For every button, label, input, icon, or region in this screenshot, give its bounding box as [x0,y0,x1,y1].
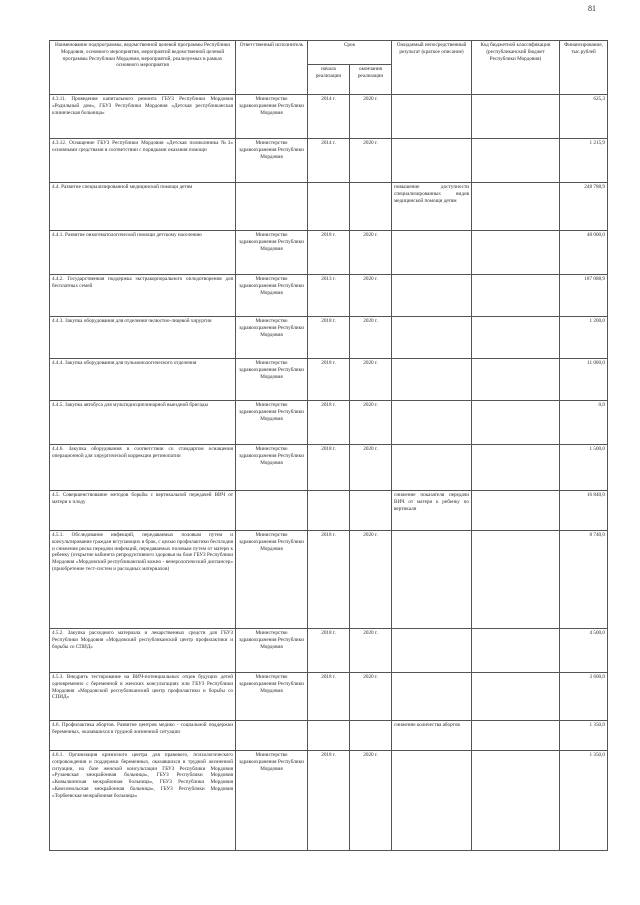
cell-start: 2013 г. [308,275,350,317]
header-name: Наименование подпрограммы, ведомственной целевой программы Республики Мордовия, основного мероприятия, мероприятий ведомственной целевой программы Республики Мордовия, мероприятий, реализуемых в рамках основного мероприятия [50,41,236,95]
cell-result: снижение количества абортов [392,721,472,751]
table-header [50,41,608,95]
cell-executor: Министерство здравоохранения Республики Мордовия [236,139,308,183]
table-row [50,183,608,231]
cell-end [350,183,392,231]
cell-end [350,721,392,751]
cell-executor: Министерство здравоохранения Республики Мордовия [236,751,308,851]
cell-result [392,673,472,721]
cell-start: 2018 г. [308,751,350,851]
header-result: Ожидаемый непосредственный результат (краткое описание) [392,41,472,95]
cell-executor: Министерство здравоохранения Республики Мордовия [236,629,308,673]
cell-financing: 1 215,9 [560,139,608,183]
cell-end: 2020 г. [350,673,392,721]
cell-kbk [472,231,560,275]
table-row [50,751,608,851]
cell-executor: Министерство здравоохранения Республики Мордовия [236,445,308,491]
cell-name: 4.5.2. Закупка расходного материала и лекарственных средств для ГБУЗ Республики Мордовия «Мордовский республиканский центр профилактики и борьбы со СПИД» [50,629,236,673]
cell-end: 2020 г. [350,317,392,359]
table-row [50,401,608,445]
cell-end: 2020 г. [350,139,392,183]
cell-name: 4.4.3. Закупка оборудования для отделения челюстно-лицевой хирургии [50,317,236,359]
page-number: 81 [588,4,596,13]
header-kbk: Код бюджетной классификации (республиканский бюджет Республики Мордовия) [472,41,560,95]
cell-end: 2020 г. [350,359,392,401]
cell-start: 2018 г. [308,629,350,673]
cell-kbk [472,183,560,231]
cell-result [392,531,472,629]
cell-kbk [472,275,560,317]
cell-name: 4.3.11. Проведение капитального ремонта ГБУЗ Республики Мордовия «Родильный дом», ГБУЗ Республики Мордовия «Детская республиканская клиническая больница» [50,95,236,139]
cell-name: 4.3.12. Оснащение ГБУЗ Республики Мордовия «Детская поликлиника №3» основными средствами в соответствии с порядками оказания помощи [50,139,236,183]
table-row [50,445,608,491]
cell-financing: 16 840,0 [560,491,608,531]
cell-executor: Министерство здравоохранения Республики Мордовия [236,95,308,139]
table-row [50,629,608,673]
cell-end: 2020 г. [350,401,392,445]
cell-result: снижение показателя передачи ВИЧ от матери к ребенку по вертикали [392,491,472,531]
cell-executor: Министерство здравоохранения Республики Мордовия [236,317,308,359]
cell-end [350,491,392,531]
cell-executor [236,721,308,751]
table-row [50,139,608,183]
cell-result: повышение доступности специализированных видов медицинской помощи детям [392,183,472,231]
cell-end: 2020 г. [350,95,392,139]
cell-end: 2020 г. [350,445,392,491]
cell-kbk [472,673,560,721]
header-term-start: начала реализации [308,65,350,95]
header-financing: Финансирование, тыс.рублей [560,41,608,95]
cell-financing: 0,0 [560,401,608,445]
cell-financing: 625,3 [560,95,608,139]
cell-kbk [472,629,560,673]
cell-kbk [472,721,560,751]
cell-end: 2020 г. [350,629,392,673]
cell-executor [236,491,308,531]
cell-name: 4.5.3. Внедрить тестирование на ВИЧ-потенциальных отцов будущих детей одновременно с беременной в женских консультациях или ГБУЗ Республики Мордовия «Мордовский республиканский центр профилактики и борьбы со СПИД» [50,673,236,721]
header-term-end: окончания реализации [350,65,392,95]
cell-kbk [472,139,560,183]
cell-kbk [472,317,560,359]
cell-financing: 11 000,0 [560,359,608,401]
cell-result [392,401,472,445]
table-row [50,721,608,751]
cell-executor: Министерство здравоохранения Республики Мордовия [236,401,308,445]
table-row [50,231,608,275]
cell-result [392,359,472,401]
cell-kbk [472,401,560,445]
table-row [50,359,608,401]
cell-start: 2018 г. [308,445,350,491]
cell-name: 4.4. Развитие специализированной медицинской помощи детям [50,183,236,231]
cell-end: 2020 г. [350,751,392,851]
program-table [49,40,608,851]
cell-financing: 3 600,0 [560,673,608,721]
cell-name: 4.4.1. Развитие онкогематологической помощи детскому населению [50,231,236,275]
cell-start: 2014 г. [308,139,350,183]
header-executor: Ответственный исполнитель [236,41,308,95]
cell-name: 4.5.1. Обследование инфекций, передаваемых половым путем и консультирование граждан вступающих в брак, с целью профилактики бесплодия и снижения риска передачи инфекций, передаваемых половым путем от матери к ребенку (открытие кабинета репродуктивного здоровья на базе ГБУЗ Республики Мордовия «Мордовский республиканский кожно - венерологический диспансер» (приобретение тест-систем и расходных материалов) [50,531,236,629]
cell-result [392,231,472,275]
cell-financing: 248 788,9 [560,183,608,231]
table-row [50,275,608,317]
cell-kbk [472,95,560,139]
cell-executor: Министерство здравоохранения Республики Мордовия [236,231,308,275]
cell-name: 4.5. Совершенствование методов борьбы с вертикальной передачей ВИЧ от матери к плоду [50,491,236,531]
cell-result [392,445,472,491]
cell-executor: Министерство здравоохранения Республики Мордовия [236,673,308,721]
cell-name: 4.6. Профилактика абортов. Развитие центров медико - социальной поддержки беременных, оказавшихся в трудной жизненной ситуации [50,721,236,751]
cell-financing: 8 740,0 [560,531,608,629]
table-row [50,531,608,629]
cell-kbk [472,491,560,531]
cell-result [392,275,472,317]
cell-financing: 187 088,9 [560,275,608,317]
cell-financing: 4 500,0 [560,629,608,673]
cell-executor: Министерство здравоохранения Республики Мордовия [236,275,308,317]
cell-financing: 1 200,0 [560,317,608,359]
cell-result [392,317,472,359]
cell-start: 2018 г. [308,317,350,359]
table-row [50,95,608,139]
cell-name: 4.4.5. Закупка автобуса для мультидисциплинарной выездной бригады [50,401,236,445]
cell-start [308,721,350,751]
table-row [50,673,608,721]
cell-name: 4.4.4. Закупка оборудования для пульмонологического отделения [50,359,236,401]
cell-financing: 1 500,0 [560,445,608,491]
header-term: Срок [308,41,392,65]
cell-result [392,629,472,673]
cell-name: 4.4.6. Закупка оборудования в соответствии со стандартом оснащения операционной для хирургической коррекции ретинопатии [50,445,236,491]
cell-financing: 48 000,0 [560,231,608,275]
table-body [50,95,608,851]
cell-end: 2020 г. [350,531,392,629]
cell-financing: 1 350,0 [560,751,608,851]
cell-kbk [472,751,560,851]
cell-result [392,95,472,139]
cell-kbk [472,531,560,629]
cell-executor: Министерство здравоохранения Республики Мордовия [236,359,308,401]
cell-start: 2018 г. [308,673,350,721]
cell-result [392,751,472,851]
cell-result [392,139,472,183]
table-row [50,491,608,531]
cell-executor [236,183,308,231]
cell-name: 4.4.2. Государственная поддержка экстракорпорального оплодотворения для бесплатных семей [50,275,236,317]
cell-start: 2018 г. [308,401,350,445]
cell-start: 2014 г. [308,95,350,139]
cell-start: 2018 г. [308,531,350,629]
cell-end: 2020 г. [350,231,392,275]
cell-financing: 1 350,0 [560,721,608,751]
cell-kbk [472,359,560,401]
cell-start: 2018 г. [308,359,350,401]
table-row [50,317,608,359]
cell-start [308,491,350,531]
cell-start [308,183,350,231]
cell-end: 2020 г. [350,275,392,317]
cell-name: 4.6.1. Организация кризисного центра для правового, психологического сопровождения и поддержки беременных, оказавшихся в трудной жизненной ситуации, на базе женской консультации ГБУЗ Республики Мордовия «Рузаевская межрайонная больница», ГБУЗ Республики Мордовия «Ковылкинская межрайонная больница», ГБУЗ Республики Мордовия «Комсомольская межрайонная больница», ГБУЗ Республики Мордовия «Торбеевская межрайонная больница» [50,751,236,851]
cell-kbk [472,445,560,491]
cell-start: 2018 г. [308,231,350,275]
cell-executor: Министерство здравоохранения Республики Мордовия [236,531,308,629]
